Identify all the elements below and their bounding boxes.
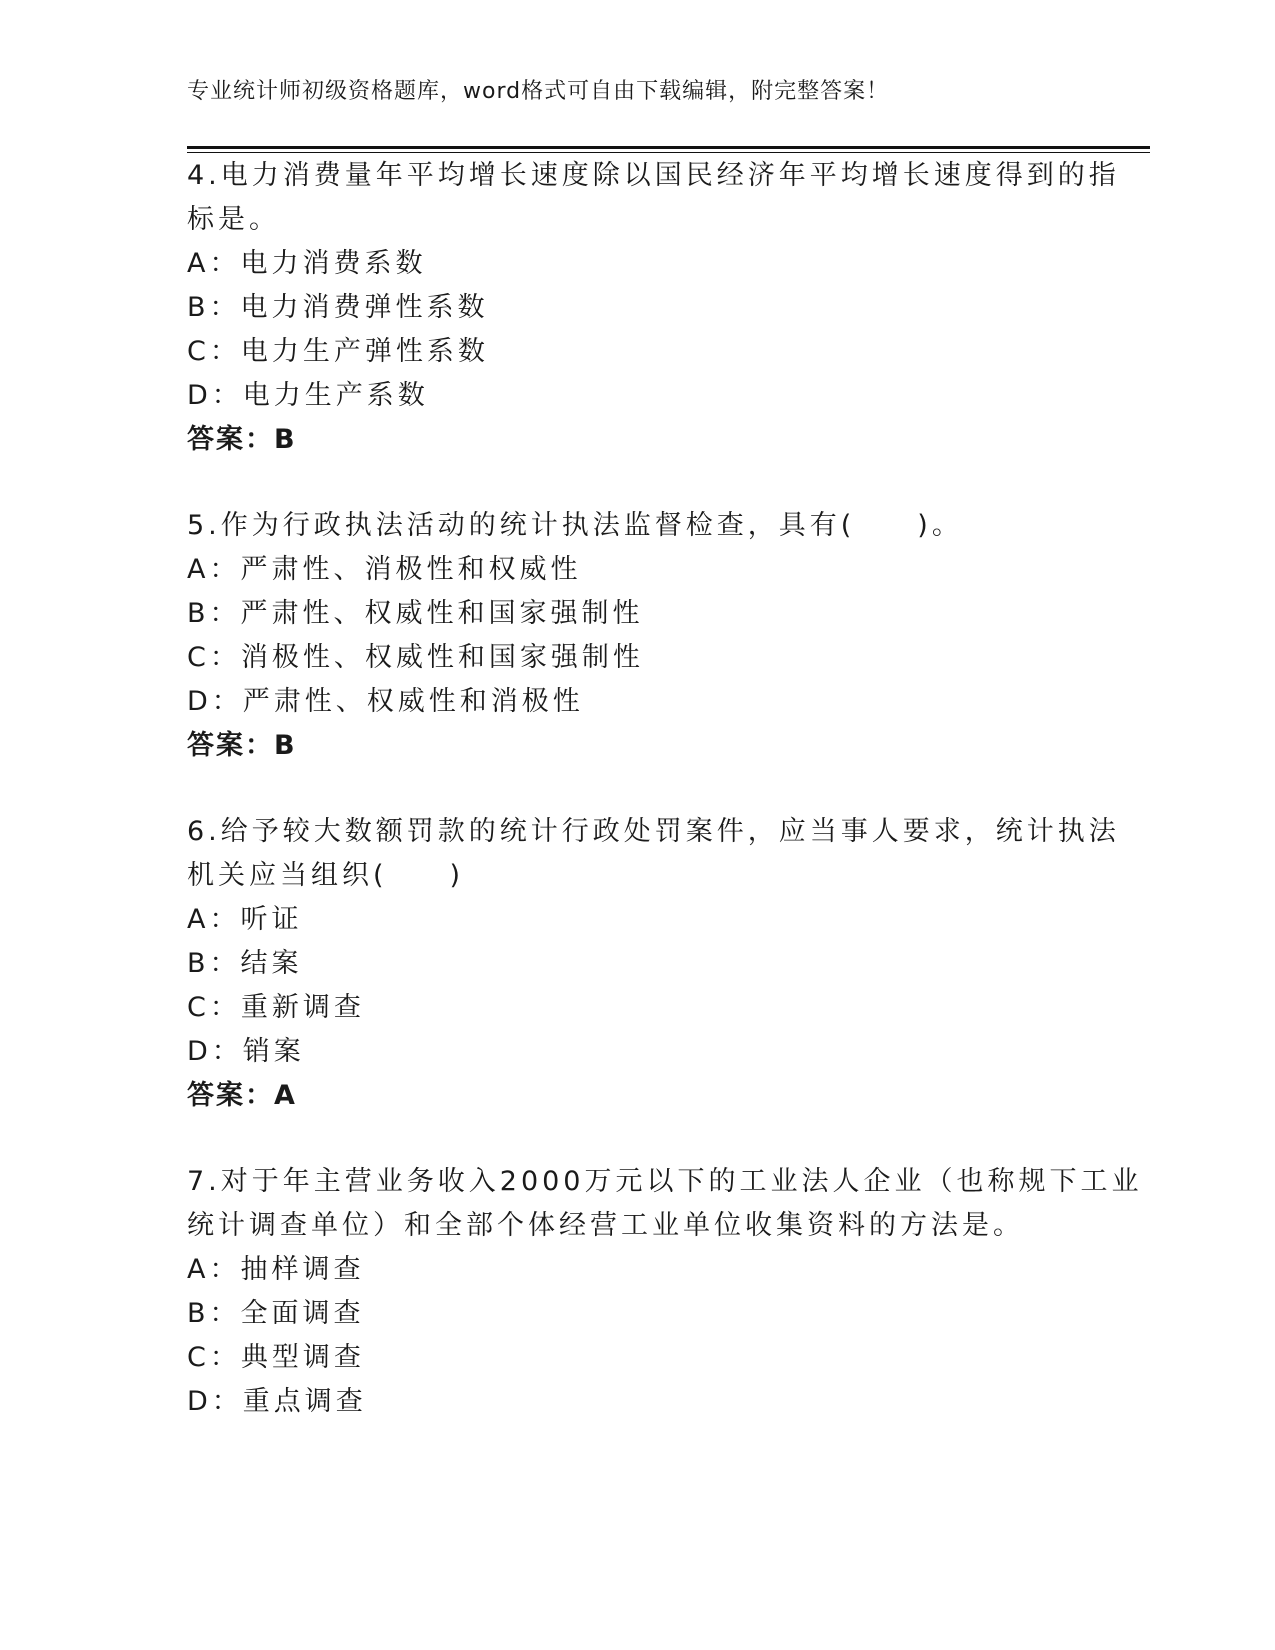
question-6-text-line-1: 6.给予较大数额罚款的统计行政处罚案件，应当事人要求，统计执法 xyxy=(187,816,1120,847)
question-4-option-a: A：电力消费系数 xyxy=(187,248,427,279)
question-7-text-line-2: 统计调查单位）和全部个体经营工业单位收集资料的方法是。 xyxy=(187,1210,1024,1241)
question-4-text-line-2: 标是。 xyxy=(187,204,280,235)
question-4-option-c: C：电力生产弹性系数 xyxy=(187,336,489,367)
question-6-text-line-2: 机关应当组织( ) xyxy=(187,860,465,891)
question-6-answer: 答案：A xyxy=(187,1080,297,1111)
question-7-option-a: A：抽样调查 xyxy=(187,1254,365,1285)
header-rule-thin xyxy=(187,152,1150,153)
question-4-answer: 答案：B xyxy=(187,424,297,455)
question-7-option-c: C：典型调查 xyxy=(187,1342,365,1373)
page-header: 专业统计师初级资格题库，word格式可自由下载编辑，附完整答案！ xyxy=(187,79,890,104)
question-5-option-d: D：严肃性、权威性和消极性 xyxy=(187,686,584,717)
question-5-option-c: C：消极性、权威性和国家强制性 xyxy=(187,642,644,673)
question-4-text-line-1: 4.电力消费量年平均增长速度除以国民经济年平均增长速度得到的指 xyxy=(187,160,1120,191)
question-6-option-c: C：重新调查 xyxy=(187,992,365,1023)
question-7-option-b: B：全面调查 xyxy=(187,1298,365,1329)
question-5-answer: 答案：B xyxy=(187,730,297,761)
question-4-option-d: D：电力生产系数 xyxy=(187,380,429,411)
question-5-option-b: B：严肃性、权威性和国家强制性 xyxy=(187,598,644,629)
question-6-option-d: D：销案 xyxy=(187,1036,305,1067)
question-6-option-a: A：听证 xyxy=(187,904,303,935)
question-5-text-line-1: 5.作为行政执法活动的统计执法监督检查，具有( )。 xyxy=(187,510,963,541)
question-7-text-line-1: 7.对于年主营业务收入2000万元以下的工业法人企业（也称规下工业 xyxy=(187,1166,1143,1197)
question-7-option-d: D：重点调查 xyxy=(187,1386,367,1417)
question-5-option-a: A：严肃性、消极性和权威性 xyxy=(187,554,582,585)
question-4-option-b: B：电力消费弹性系数 xyxy=(187,292,489,323)
question-6-option-b: B：结案 xyxy=(187,948,303,979)
header-rule-thick xyxy=(187,146,1150,149)
